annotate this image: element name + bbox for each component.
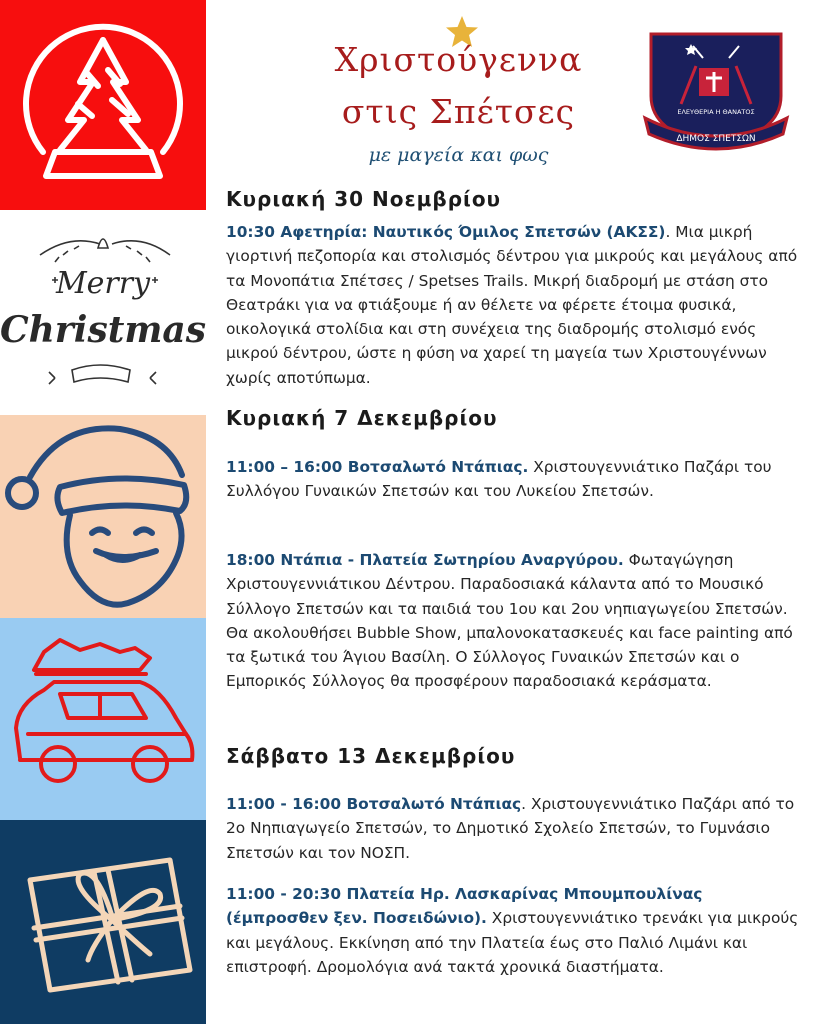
panel-car — [0, 618, 206, 820]
title-line-1: Χριστούγεννα — [334, 40, 583, 79]
day-title: Σάββατο 13 Δεκεμβρίου — [226, 744, 516, 768]
panel-gift — [0, 820, 206, 1024]
event-time-location: 11:00 – 16:00 Βοτσαλωτό Ντάπιας. — [226, 458, 529, 476]
event-item — [226, 792, 806, 865]
header — [206, 0, 819, 182]
day-title: Κυριακή 7 Δεκεμβρίου — [226, 406, 498, 430]
gift-box-icon — [0, 820, 206, 1024]
santa-face-icon — [0, 415, 206, 618]
car-with-tree-icon — [0, 618, 206, 820]
event-item — [226, 882, 806, 979]
event-description: . Μια μικρή γιορτινή πεζοπορία και στολισμός δέντρου για μικρούς και μεγάλους από τα Μονοπάτια Σπέτσες / Spetses Trails. Μικρή διαδρομή με στάση στο Θεατράκι για να φτιάξουμε ή αν θέλετε να φέρετε έτοιμα φυσικά, οικολογικά στολίδια και στη συνέχεια της διαδρομής στολισμό ενός μικρού δέντρου, ώστε η φύση να χαρεί τη μαγεία των Χριστουγέννων χωρίς αποτύπωμα. — [226, 223, 798, 387]
event-time-location: 11:00 - 16:00 Βοτσαλωτό Ντάπιας — [226, 795, 522, 813]
subtitle: με μαγεία και φως — [368, 144, 549, 166]
christmas-text: Christmas — [0, 309, 206, 351]
title-line-2: στις Σπέτσες — [341, 92, 576, 131]
panel-santa — [0, 415, 206, 618]
event-item — [226, 220, 806, 390]
emblem-motto: ΕΛΕΥΘΕΡΙΑ Η ΘΑΝΑΤΟΣ — [677, 108, 755, 116]
municipality-emblem-icon — [641, 26, 791, 154]
event-item — [226, 455, 806, 504]
event-time-location: 11:00 - 20:30 Πλατεία Ηρ. Λασκαρίνας Μπουμπουλίνας (έμπροσθεν ξεν. Ποσειδώνιο). — [226, 885, 703, 928]
event-description: Χριστουγεννιάτικο Παζάρι του Συλλόγου Γυναικών Σπετσών και του Λυκείου Σπετσών. — [226, 458, 772, 501]
panel-merry-christmas — [0, 210, 206, 415]
event-description: Χριστουγεννιάτικο τρενάκι για μικρούς και μεγάλους. Εκκίνηση από την Πλατεία έως στο Παλιό Λιμάνι και επιστροφή. Δρομολόγια ανά τακτά χρονικά διαστήματα. — [226, 909, 799, 976]
emblem-banner: ΔΗΜΟΣ ΣΠΕΤΣΩΝ — [676, 134, 756, 144]
merry-christmas-icon — [0, 210, 206, 415]
event-time-location: 10:30 Αφετηρία: Ναυτικός Όμιλος Σπετσών (ΑΚΣΣ) — [226, 223, 666, 241]
snow-globe-tree-icon — [0, 0, 206, 210]
event-description: Φωταγώγηση Χριστουγεννιάτικου Δέντρου. Παραδοσιακά κάλαντα από το Μουσικό Σύλλογο Σπετσών και τα παιδιά του 1ου και 2ου νηπιαγωγείου Σπετσών. Θα ακολουθήσει Bubble Show, μπαλονοκατασκευές και face painting από τα ξωτικά του Άγιου Βασίλη. Ο Σύλλογος Γυναικών Σπετσών και ο Εμπορικός Σύλλογος θα προσφέρουν παραδοσιακά κεράσματα. — [226, 551, 793, 691]
merry-text: Merry — [55, 266, 151, 301]
day-title: Κυριακή 30 Νοεμβρίου — [226, 187, 502, 211]
event-item — [226, 548, 806, 694]
panel-snow-globe — [0, 0, 206, 210]
event-time-location: 18:00 Ντάπια - Πλατεία Σωτηρίου Αναργύρου. — [226, 551, 624, 569]
event-description: . Χριστουγεννιάτικο Παζάρι από το 2ο Νηπιαγωγείο Σπετσών, το Δημοτικό Σχολείο Σπετσών, το Γυμνάσιο Σπετσών και τον ΝΟΣΠ. — [226, 795, 795, 862]
